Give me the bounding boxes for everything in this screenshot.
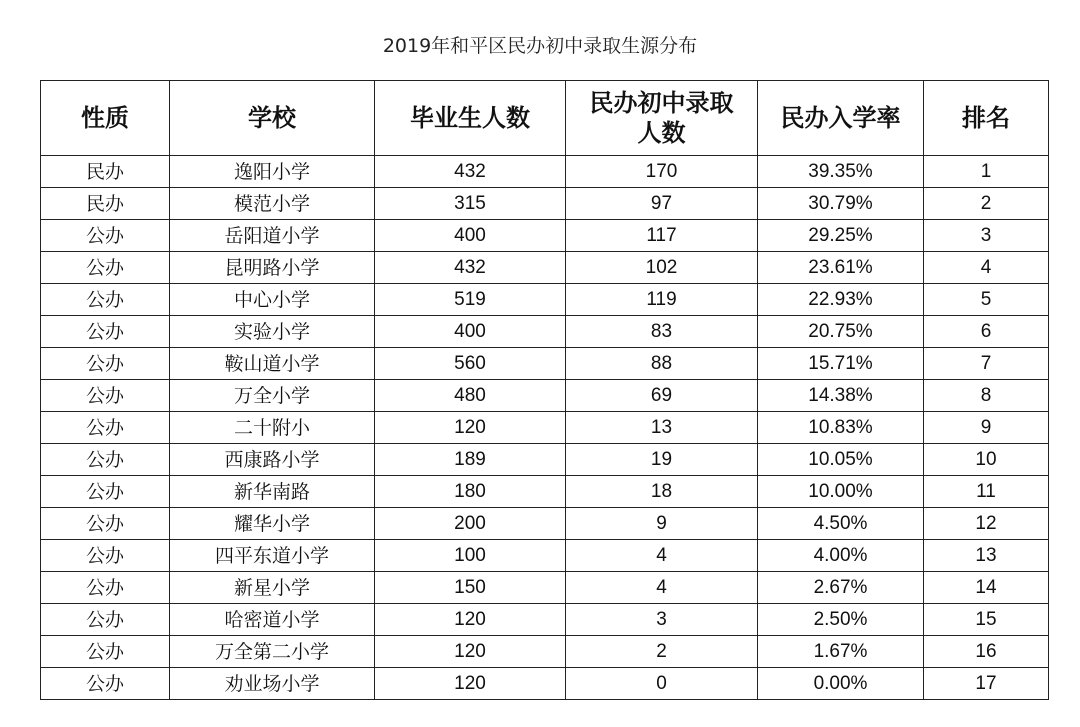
cell-rank: 9: [924, 412, 1049, 444]
cell-rank: 1: [924, 156, 1049, 188]
table-row: [41, 188, 1049, 220]
cell-school: 昆明路小学: [170, 252, 375, 284]
cell-rate: 4.50%: [758, 508, 924, 540]
cell-school: 西康路小学: [170, 444, 375, 476]
header-admitted: 民办初中录取 人数: [566, 81, 758, 156]
table-row: [41, 572, 1049, 604]
cell-admitted: 19: [566, 444, 758, 476]
cell-rank: 4: [924, 252, 1049, 284]
cell-graduates: 150: [375, 572, 566, 604]
cell-graduates: 432: [375, 252, 566, 284]
cell-school: 万全第二小学: [170, 636, 375, 668]
header-row: [41, 81, 1049, 156]
table-row: [41, 668, 1049, 700]
cell-type: 公办: [41, 412, 170, 444]
cell-rate: 20.75%: [758, 316, 924, 348]
cell-rate: 30.79%: [758, 188, 924, 220]
cell-rank: 6: [924, 316, 1049, 348]
cell-admitted: 102: [566, 252, 758, 284]
cell-graduates: 120: [375, 412, 566, 444]
cell-rate: 2.67%: [758, 572, 924, 604]
cell-type: 公办: [41, 540, 170, 572]
table-row: [41, 220, 1049, 252]
cell-admitted: 18: [566, 476, 758, 508]
header-rate: 民办入学率: [758, 81, 924, 156]
cell-rate: 2.50%: [758, 604, 924, 636]
cell-graduates: 200: [375, 508, 566, 540]
cell-type: 公办: [41, 252, 170, 284]
cell-graduates: 189: [375, 444, 566, 476]
cell-rank: 13: [924, 540, 1049, 572]
cell-school: 中心小学: [170, 284, 375, 316]
cell-graduates: 432: [375, 156, 566, 188]
table-row: [41, 540, 1049, 572]
cell-type: 公办: [41, 604, 170, 636]
cell-type: 公办: [41, 572, 170, 604]
table-row: [41, 476, 1049, 508]
table-row: [41, 636, 1049, 668]
table-row: [41, 380, 1049, 412]
cell-school: 新华南路: [170, 476, 375, 508]
cell-rate: 4.00%: [758, 540, 924, 572]
cell-graduates: 120: [375, 636, 566, 668]
cell-admitted: 119: [566, 284, 758, 316]
cell-rank: 8: [924, 380, 1049, 412]
cell-rate: 1.67%: [758, 636, 924, 668]
cell-admitted: 170: [566, 156, 758, 188]
table-row: [41, 444, 1049, 476]
table-row: [41, 284, 1049, 316]
cell-school: 哈密道小学: [170, 604, 375, 636]
header-type: 性质: [41, 81, 170, 156]
table-row: [41, 604, 1049, 636]
cell-school: 新星小学: [170, 572, 375, 604]
cell-rate: 10.83%: [758, 412, 924, 444]
cell-admitted: 69: [566, 380, 758, 412]
table-row: [41, 348, 1049, 380]
cell-rate: 29.25%: [758, 220, 924, 252]
cell-school: 劝业场小学: [170, 668, 375, 700]
cell-graduates: 120: [375, 668, 566, 700]
cell-school: 鞍山道小学: [170, 348, 375, 380]
cell-admitted: 97: [566, 188, 758, 220]
cell-rank: 5: [924, 284, 1049, 316]
cell-admitted: 13: [566, 412, 758, 444]
cell-graduates: 519: [375, 284, 566, 316]
cell-graduates: 315: [375, 188, 566, 220]
cell-rank: 2: [924, 188, 1049, 220]
cell-graduates: 120: [375, 604, 566, 636]
cell-admitted: 4: [566, 540, 758, 572]
cell-graduates: 100: [375, 540, 566, 572]
cell-rank: 16: [924, 636, 1049, 668]
cell-school: 万全小学: [170, 380, 375, 412]
cell-type: 公办: [41, 380, 170, 412]
cell-admitted: 9: [566, 508, 758, 540]
header-rank: 排名: [924, 81, 1049, 156]
cell-admitted: 4: [566, 572, 758, 604]
cell-school: 模范小学: [170, 188, 375, 220]
cell-rate: 22.93%: [758, 284, 924, 316]
cell-rank: 11: [924, 476, 1049, 508]
cell-type: 公办: [41, 444, 170, 476]
cell-admitted: 2: [566, 636, 758, 668]
cell-rate: 10.05%: [758, 444, 924, 476]
cell-graduates: 560: [375, 348, 566, 380]
page-title: 2019年和平区民办初中录取生源分布: [382, 35, 698, 57]
cell-type: 公办: [41, 284, 170, 316]
cell-rank: 7: [924, 348, 1049, 380]
header-school: 学校: [170, 81, 375, 156]
table-row: [41, 508, 1049, 540]
cell-type: 公办: [41, 668, 170, 700]
table-header: [41, 81, 1049, 156]
cell-type: 公办: [41, 348, 170, 380]
table-row: [41, 252, 1049, 284]
cell-rank: 3: [924, 220, 1049, 252]
cell-type: 民办: [41, 156, 170, 188]
header-graduates: 毕业生人数: [375, 81, 566, 156]
cell-type: 公办: [41, 636, 170, 668]
cell-rate: 23.61%: [758, 252, 924, 284]
cell-rate: 10.00%: [758, 476, 924, 508]
cell-admitted: 83: [566, 316, 758, 348]
table-row: [41, 156, 1049, 188]
cell-admitted: 0: [566, 668, 758, 700]
cell-rate: 0.00%: [758, 668, 924, 700]
table-row: [41, 412, 1049, 444]
cell-school: 实验小学: [170, 316, 375, 348]
cell-type: 公办: [41, 476, 170, 508]
table-body: [41, 156, 1049, 700]
cell-graduates: 480: [375, 380, 566, 412]
cell-rank: 14: [924, 572, 1049, 604]
cell-type: 公办: [41, 316, 170, 348]
cell-school: 二十附小: [170, 412, 375, 444]
cell-school: 岳阳道小学: [170, 220, 375, 252]
cell-type: 公办: [41, 220, 170, 252]
cell-rank: 17: [924, 668, 1049, 700]
cell-school: 四平东道小学: [170, 540, 375, 572]
cell-admitted: 117: [566, 220, 758, 252]
cell-graduates: 400: [375, 316, 566, 348]
cell-school: 耀华小学: [170, 508, 375, 540]
cell-rate: 15.71%: [758, 348, 924, 380]
cell-rate: 14.38%: [758, 380, 924, 412]
cell-rank: 15: [924, 604, 1049, 636]
cell-admitted: 88: [566, 348, 758, 380]
cell-graduates: 400: [375, 220, 566, 252]
cell-admitted: 3: [566, 604, 758, 636]
cell-type: 民办: [41, 188, 170, 220]
cell-graduates: 180: [375, 476, 566, 508]
table-row: [41, 316, 1049, 348]
cell-type: 公办: [41, 508, 170, 540]
cell-school: 逸阳小学: [170, 156, 375, 188]
cell-rate: 39.35%: [758, 156, 924, 188]
cell-rank: 12: [924, 508, 1049, 540]
cell-rank: 10: [924, 444, 1049, 476]
admissions-table: [40, 80, 1049, 700]
